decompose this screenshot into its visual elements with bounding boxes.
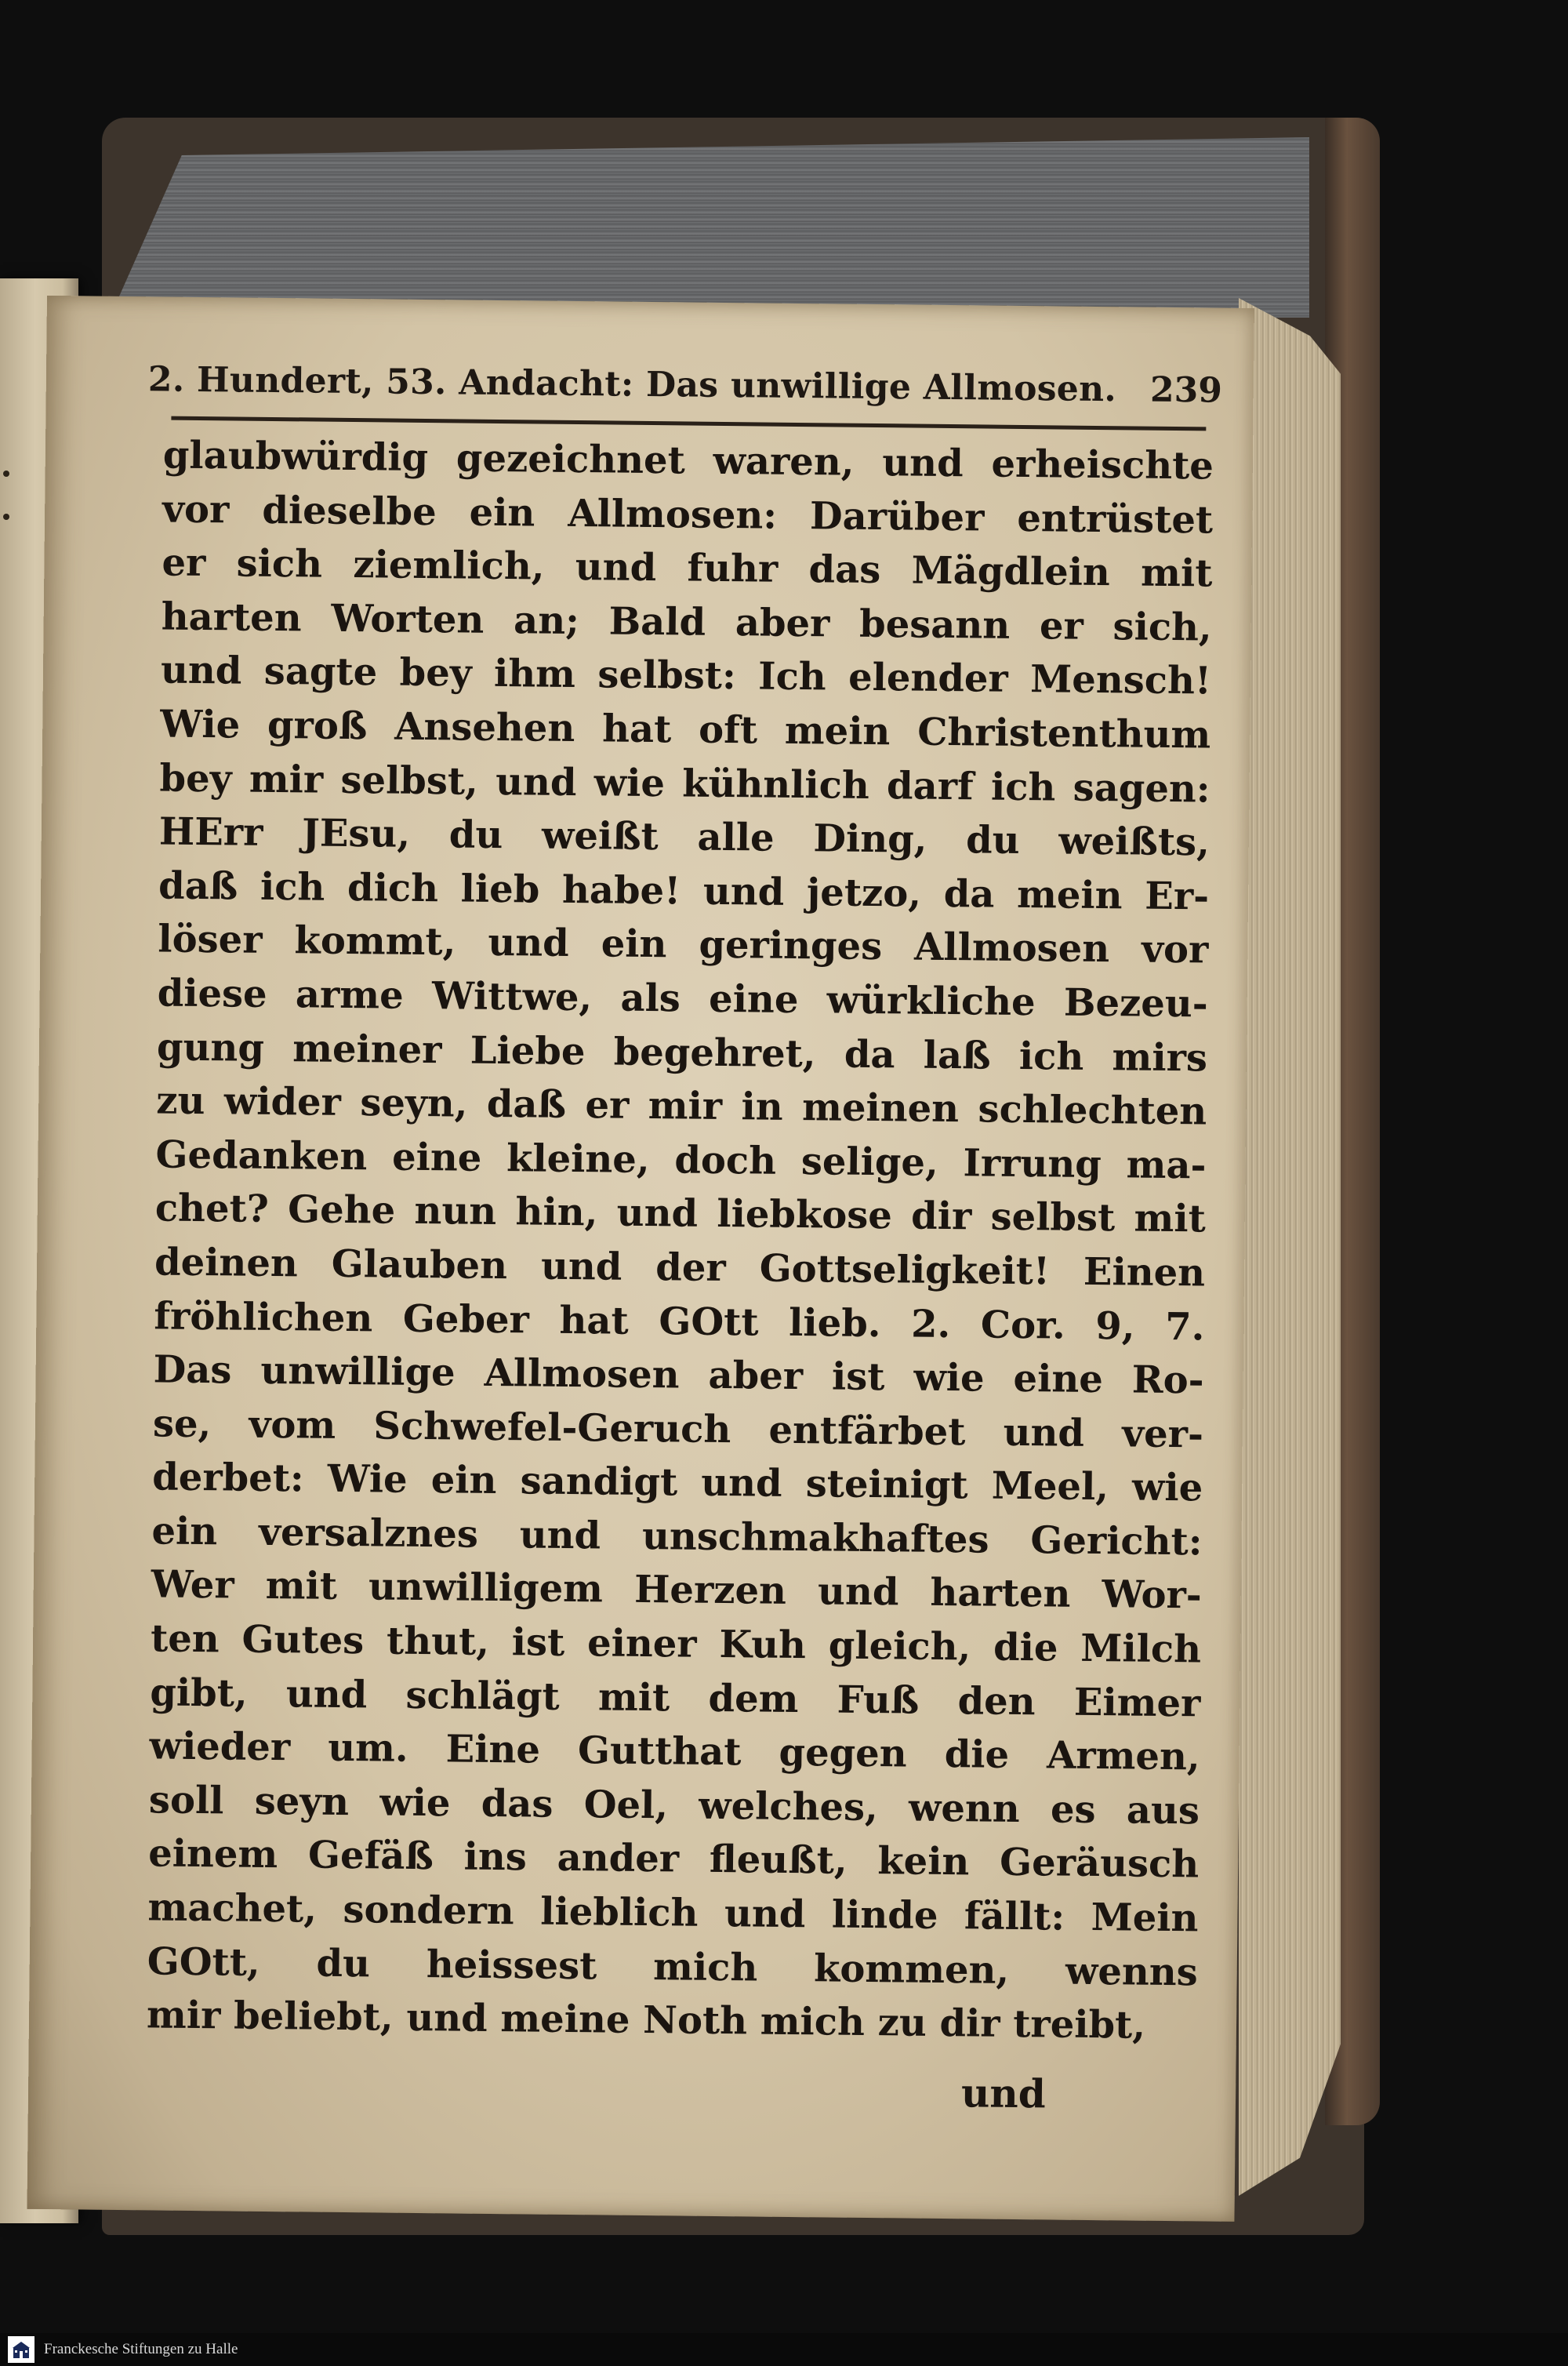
text-line: fröhlichen Geber hat GOtt lieb. 2. Cor. 9, 7. (154, 1293, 1205, 1349)
catchword: und (960, 2070, 1047, 2117)
text-line: gung meiner Liebe begehret, da laß ich mirs (156, 1024, 1208, 1081)
running-head: 2. Hundert, 53. Andacht: Das unwillige Allmosen. (147, 359, 1117, 410)
text-line: Das unwillige Allmosen aber ist wie eine Ro- (153, 1347, 1204, 1403)
text-line: glaubwürdig gezeichnet waren, und erheischte (162, 433, 1214, 489)
text-line: HErr JEsu, du weißt alle Ding, du weißts, (158, 809, 1210, 865)
text-line: Wie groß Ansehen hat oft mein Christenthum (160, 702, 1211, 758)
text-line: ein versalznes und unschmakhaftes Gericht: (151, 1509, 1203, 1565)
body-text (147, 428, 1214, 2053)
foundation-building-icon (8, 2336, 34, 2363)
text-line: se, vom Schwefel-Geruch entfärbet und ver- (152, 1401, 1204, 1457)
text-line: soll seyn wie das Oel, welches, wenn es aus (148, 1778, 1200, 1834)
text-line: machet, sondern lieblich und linde fällt: Mein (147, 1885, 1199, 1941)
footer-caption: Franckesche Stiftungen zu Halle (44, 2341, 238, 2357)
text-line: GOtt, du heissest mich kommen, wenns (147, 1939, 1199, 1995)
text-line: mir beliebt, und meine Noth mich zu dir treibt, (146, 1993, 1146, 2048)
page-stack-edge (1239, 298, 1341, 2196)
text-line: wieder um. Eine Gutthat gegen die Armen, (149, 1724, 1200, 1779)
text-line: derbet: Wie ein sandigt und steinigt Meel, wie (151, 1455, 1203, 1510)
text-line: diese arme Wittwe, als eine würkliche Bezeu- (157, 971, 1208, 1027)
header-rule (171, 416, 1206, 431)
text-line: harten Worten an; Bald aber besann er sich, (161, 594, 1212, 650)
text-line: löser kommt, und ein geringes Allmosen vor (158, 917, 1209, 972)
text-line: er sich ziemlich, und fuhr das Mägdlein mit (162, 540, 1213, 596)
ink-mark (3, 471, 9, 477)
text-line: Gedanken eine kleine, doch selige, Irrung ma- (155, 1132, 1207, 1188)
footer-bar (0, 2333, 1568, 2366)
page-number: 239 (1149, 369, 1223, 411)
text-line: chet? Gehe nun hin, und liebkose dir selbst mit (154, 1186, 1207, 1241)
text-line: vor dieselbe ein Allmosen: Darüber entrüstet (162, 487, 1214, 543)
text-line: bey mir selbst, und wie kühnlich darf ich sagen: (159, 756, 1210, 812)
book-page (27, 296, 1254, 2222)
text-line: Wer mit unwilligem Herzen und harten Wor- (151, 1562, 1203, 1618)
text-line: einem Gefäß ins ander fleußt, kein Geräusch (147, 1831, 1200, 1887)
ink-mark (3, 514, 9, 520)
text-line: deinen Glauben und der Gottseligkeit! Einen (154, 1240, 1206, 1296)
text-line: gibt, und schlägt mit dem Fuß den Eimer (150, 1670, 1201, 1726)
page-header (148, 359, 1223, 417)
book-top-edge (110, 137, 1309, 318)
text-line: zu wider seyn, daß er mir in meinen schlechten (156, 1078, 1207, 1134)
text-line: ten Gutes thut, ist einer Kuh gleich, die Milch (150, 1616, 1202, 1672)
text-line: und sagte bey ihm selbst: Ich elender Mensch! (160, 648, 1212, 703)
text-line: daß ich dich lieb habe! und jetzo, da mein Er- (158, 863, 1210, 919)
